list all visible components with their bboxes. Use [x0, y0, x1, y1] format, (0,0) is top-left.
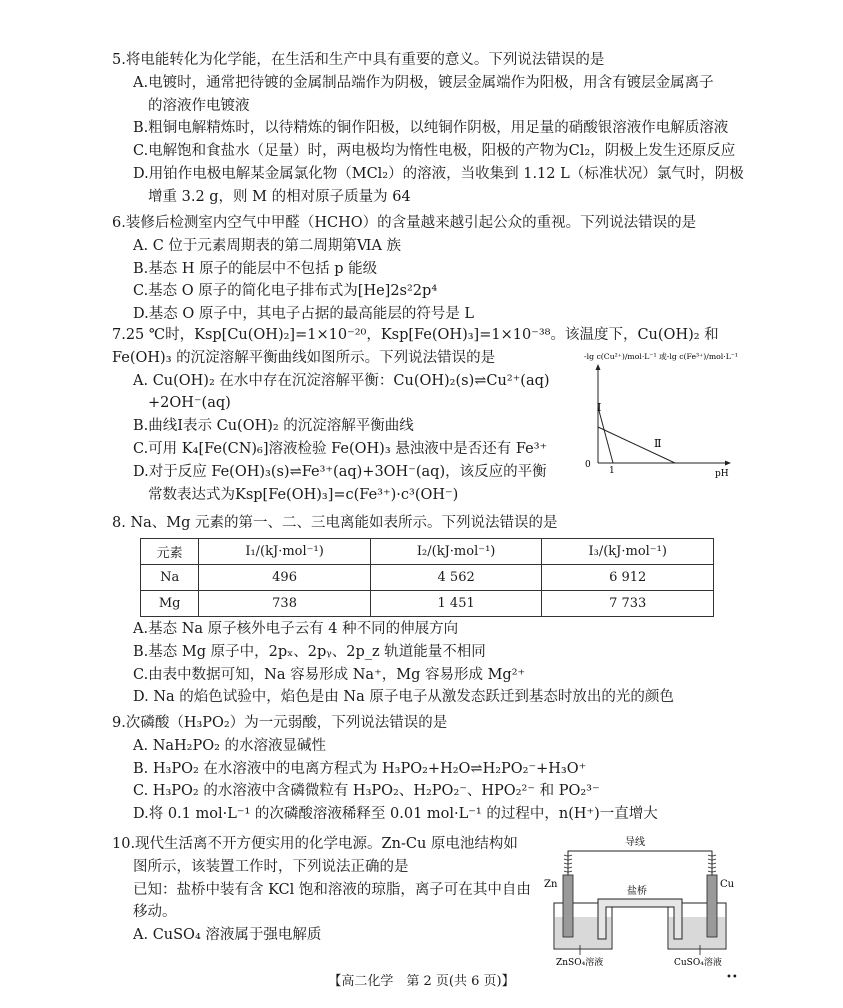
q10-stem-line1: 10.现代生活离不开方便实用的化学电源。Zn-Cu 原电池结构如 — [112, 836, 518, 852]
q8-option-a: A.基态 Na 原子核外电子云有 4 种不同的伸展方向 — [133, 621, 459, 637]
q7-graph-y-arrow — [596, 364, 601, 370]
right-solution-label: CuSO₄溶液 — [674, 958, 722, 967]
question-8 — [112, 512, 742, 535]
table-header-cell: I₂/(kJ·mol⁻¹) — [370, 539, 542, 565]
question-6 — [112, 212, 742, 326]
q7-option-d-line2: 常数表达式为Ksp[Fe(OH)₃]=c(Fe³⁺)·c³(OH⁻) — [148, 486, 459, 503]
question-8-options — [112, 618, 742, 709]
copper-label: Cu — [720, 879, 735, 890]
q7-graph-xlabel: pH — [715, 469, 729, 479]
q6-option-b: B.基态 H 原子的能层中不包括 p 能级 — [133, 260, 378, 277]
q7-solubility-graph — [580, 345, 740, 481]
q6-option-d: D.基态 O 原子中，其电子占据的最高能层的符号是 L — [133, 306, 475, 323]
copper-electrode — [707, 875, 717, 937]
q10-stem-line2: 图所示，该装置工作时，下列说法正确的是 — [133, 858, 409, 875]
q9-option-b: B. H₃PO₂ 在水溶液中的电离方程式为 H₃PO₂+H₂O⇌H₂PO₂⁻+H₃O⁺ — [133, 760, 587, 777]
q7-curve-1-label: Ⅰ — [597, 401, 602, 414]
salt-bridge-label: 盐桥 — [627, 886, 647, 897]
q5-option-c: C.电解饱和食盐水（足量）时，两电极均为惰性电极，阳极的产物为Cl₂，阴极上发生还原反应 — [133, 143, 736, 160]
q7-curve-2 — [598, 427, 675, 463]
table-cell: 1 451 — [370, 591, 542, 617]
q7-option-d-line1: D.对于反应 Fe(OH)₃(s)⇌Fe³⁺(aq)+3OH⁻(aq)，该反应的平衡 — [133, 463, 547, 480]
q5-option-a-line1: A.电镀时，通常把待镀的金属制品端作为阴极，镀层金属端作为阳极，用含有镀层金属离子 — [133, 74, 714, 91]
table-cell: Mg — [141, 591, 199, 617]
table-cell: 4 562 — [370, 565, 542, 591]
q6-option-a: A. C 位于元素周期表的第二周期第ⅥA 族 — [133, 237, 402, 254]
q5-stem: 5.将电能转化为化学能，在生活和生产中具有重要的意义。下列说法错误的是 — [112, 52, 605, 68]
table-cell: 496 — [199, 565, 371, 591]
table-header-row — [141, 539, 714, 565]
ionization-energy-table — [140, 538, 714, 617]
page-footer: 【高二化学 第 2 页(共 6 页)】 — [328, 974, 515, 989]
q8-stem: 8. Na、Mg 元素的第一、二、三电离能如表所示。下列说法错误的是 — [112, 515, 558, 531]
wire-label: 导线 — [625, 837, 645, 848]
q7-curve-2-label: Ⅱ — [654, 437, 662, 450]
q9-option-d: D.将 0.1 mol·L⁻¹ 的次磷酸溶液稀释至 0.01 mol·L⁻¹ 的过程中，n(H⁺)一直增大 — [133, 806, 658, 823]
q7-graph-ylabel: -lg c(Cu²⁺)/mol·L⁻¹ 或-lg c(Fe³⁺)/mol·L⁻¹ — [584, 352, 734, 361]
left-solution-label: ZnSO₄溶液 — [556, 958, 604, 967]
table-cell: 7 733 — [542, 591, 714, 617]
question-9 — [112, 712, 742, 826]
zinc-label: Zn — [544, 879, 558, 890]
table-header-cell: I₃/(kJ·mol⁻¹) — [542, 539, 714, 565]
q9-option-a: A. NaH₂PO₂ 的水溶液显碱性 — [133, 737, 327, 754]
table-cell: 6 912 — [542, 565, 714, 591]
table-cell: Na — [141, 565, 199, 591]
q5-option-d-line2: 增重 3.2 g，则 M 的相对原子质量为 64 — [148, 188, 411, 205]
q9-stem: 9.次磷酸（H₃PO₂）为一元弱酸，下列说法错误的是 — [112, 715, 448, 731]
q5-option-a-line2: 的溶液作电镀液 — [148, 97, 250, 114]
corner-mark: •• — [726, 972, 738, 983]
zn-cu-cell-diagram — [540, 835, 740, 967]
question-5 — [112, 49, 742, 209]
q10-note-line1: 已知：盐桥中装有含 KCl 饱和溶液的琼脂，离子可在其中自由 — [133, 881, 531, 898]
table-row — [141, 565, 714, 591]
table-header-cell: 元素 — [141, 539, 199, 565]
q7-option-a-line2: +2OH⁻(aq) — [148, 395, 231, 412]
zinc-electrode — [563, 875, 573, 937]
q5-option-b: B.粗铜电解精炼时，以待精炼的铜作阳极，以纯铜作阴极，用足量的硝酸银溶液作电解质溶液 — [133, 120, 729, 137]
q7-graph-x-arrow — [725, 461, 731, 466]
table-header-cell: I₁/(kJ·mol⁻¹) — [199, 539, 371, 565]
q7-option-b: B.曲线Ⅰ表示 Cu(OH)₂ 的沉淀溶解平衡曲线 — [133, 418, 414, 435]
q7-option-a-line1: A. Cu(OH)₂ 在水中存在沉淀溶解平衡：Cu(OH)₂(s)⇌Cu²⁺(aq) — [133, 372, 550, 389]
q7-graph-xtick: 1 — [609, 466, 615, 476]
q7-stem-line2: Fe(OH)₃ 的沉淀溶解平衡曲线如图所示。下列说法错误的是 — [112, 349, 496, 366]
q8-option-c: C.由表中数据可知，Na 容易形成 Na⁺，Mg 容易形成 Mg²⁺ — [133, 666, 526, 683]
q6-option-c: C.基态 O 原子的简化电子排布式为[He]2s²2p⁴ — [133, 283, 438, 300]
q7-curve-1 — [598, 407, 613, 463]
table-row — [141, 591, 714, 617]
wire — [568, 851, 712, 875]
q6-stem: 6.装修后检测室内空气中甲醛（HCHO）的含量越来越引起公众的重视。下列说法错误的是 — [112, 215, 697, 231]
q8-option-d: D. Na 的焰色试验中，焰色是由 Na 原子电子从激发态跃迁到基态时放出的光的颜色 — [133, 689, 674, 706]
q10-option-a: A. CuSO₄ 溶液属于强电解质 — [133, 927, 322, 944]
q9-option-c: C. H₃PO₂ 的水溶液中含磷微粒有 H₃PO₂、H₂PO₂⁻、HPO₂²⁻ 和 PO₂³⁻ — [133, 783, 600, 800]
q5-option-d-line1: D.用铂作电极电解某金属氯化物（MCl₂）的溶液，当收集到 1.12 L（标准状况）氯气时，阴极 — [133, 165, 744, 182]
table-cell: 738 — [199, 591, 371, 617]
q7-option-c: C.可用 K₄[Fe(CN)₆]溶液检验 Fe(OH)₃ 悬浊液中是否还有 Fe³⁺ — [133, 440, 548, 457]
q7-graph-origin: 0 — [585, 460, 591, 470]
q8-option-b: B.基态 Mg 原子中，2pₓ、2pᵧ、2p_z 轨道能量不相同 — [133, 643, 486, 660]
q7-stem-line1: 7.25 ℃时，Ksp[Cu(OH)₂]=1×10⁻²⁰，Ksp[Fe(OH)₃]=1×10⁻³⁸。该温度下，Cu(OH)₂ 和 — [112, 327, 719, 343]
q10-note-line2: 移动。 — [133, 904, 177, 921]
